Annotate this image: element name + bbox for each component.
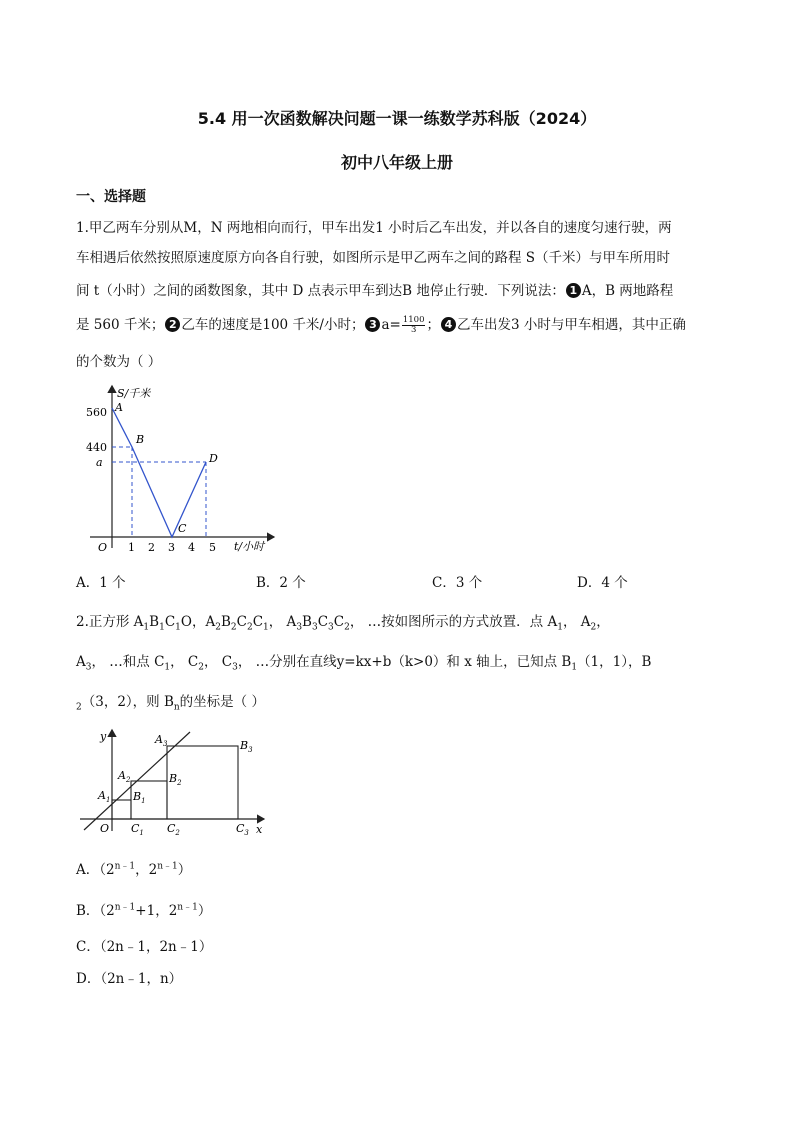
fraction-numerator: 1100 (402, 315, 425, 325)
q1-point-b: B (136, 433, 145, 446)
q2-squares-figure (76, 726, 276, 838)
circle-marker-4: 4 (441, 317, 456, 332)
circle-marker-2: 2 (165, 317, 180, 332)
q1-line-4-text: 是 560 千米； (76, 317, 165, 333)
q1-x-tick-2: 2 (148, 541, 155, 554)
doc-subtitle: 初中八年级上册 (340, 153, 453, 172)
q1-option-d[interactable]: D．4 个 (577, 575, 628, 591)
q1-y-axis-label: S/千米 (117, 387, 151, 400)
q2-line-3: $_2$（3，2），则 $B_n$的坐标是（ ） (76, 694, 265, 713)
q1-statement-3: a= (381, 317, 401, 333)
q1-x-tick-5: 5 (209, 541, 216, 554)
circle-marker-1: 1 (566, 283, 581, 298)
q1-distance-time-graph (82, 378, 282, 558)
fraction (402, 316, 426, 335)
q1-option-c[interactable]: C．3 个 (432, 575, 483, 591)
q1-x-tick-1: 1 (128, 541, 135, 554)
square-1 (112, 800, 131, 819)
q2-label-a2: $A_2$ (118, 769, 131, 784)
q1-statement-4: 乙车出发3 小时与甲车相遇，其中正确 (456, 317, 686, 333)
q2-label-c1: $C_1$ (131, 822, 144, 837)
q2-label-a1: $A_1$ (98, 789, 111, 804)
q1-statement-1: A，B 两地路程 (581, 283, 674, 299)
q1-graph-line (112, 408, 206, 537)
q1-point-d: D (209, 452, 218, 465)
q1-point-c: C (178, 522, 187, 535)
q1-x-axis-label: t/小时 (234, 540, 265, 553)
circle-marker-3: 3 (365, 317, 380, 332)
q2-origin: O (100, 822, 110, 835)
q2-y-label: y (100, 730, 107, 743)
q1-line-4 (76, 313, 686, 335)
q1-line-1: 1.甲乙两车分别从M，N 两地相向而行，甲车出发1 小时后乙车出发，并以各自的速度匀速行驶，两 (76, 220, 672, 236)
doc-title: 5.4 用一次函数解决问题一课一练数学苏科版（2024） (197, 109, 597, 128)
q1-x-tick-4: 4 (188, 541, 195, 554)
q1-y-tick-560: 560 (86, 406, 107, 419)
q1-origin-label: O (98, 541, 108, 554)
q2-option-b[interactable]: B．（$2^{n﹣1}+1$，$2^{n﹣1}$） (76, 902, 212, 919)
q2-option-d[interactable]: D．（2n﹣1，n） (76, 971, 183, 987)
fraction-denominator: 3 (410, 325, 417, 335)
q1-line-5: 的个数为（ ） (76, 354, 162, 370)
q2-label-b2: $B_2$ (169, 772, 182, 787)
q2-label-c3: $C_3$ (236, 822, 249, 837)
q2-label-b1: $B_1$ (133, 790, 146, 805)
q2-x-label: x (256, 823, 263, 836)
q1-y-tick-440: 440 (86, 441, 107, 454)
q1-x-tick-3: 3 (168, 541, 175, 554)
q2-line-1: 2.正方形 $A_1B_1C_1O$，$A_2B_2C_2C_1$， $A_3B_3C_3C_2$， …按如图所示的方式放置．点 $A_1$， $A_2$， (76, 614, 610, 633)
q1-option-a[interactable]: A．1 个 (76, 575, 126, 591)
q1-separator: ； (426, 317, 440, 333)
q2-option-c[interactable]: C．（2n﹣1，2n﹣1） (76, 939, 213, 955)
q1-statement-2: 乙车的速度是100 千米/小时； (181, 317, 365, 333)
q1-line-3 (76, 279, 673, 299)
q2-line-2: $A_3$， …和点 $C_1$， $C_2$， $C_3$， …分别在直线y=kx+b（k>0）和 x 轴上，已知点 $B_1(1$，1），B (76, 654, 652, 673)
q2-label-c2: $C_2$ (167, 822, 180, 837)
q1-y-tick-a: a (96, 456, 103, 469)
q1-point-a: A (115, 401, 123, 414)
q2-label-b3: $B_3$ (240, 739, 253, 754)
q1-option-b[interactable]: B．2 个 (256, 575, 306, 591)
q1-line-3-text: 间 t（小时）之间的函数图象，其中 D 点表示甲车到达B 地停止行驶．下列说法： (76, 283, 565, 299)
section-heading: 一、选择题 (76, 189, 146, 205)
q1-line-2: 车相遇后依然按照原速度原方向各自行驶，如图所示是甲乙两车之间的路程 S（千米）与甲车所用时 (76, 250, 671, 266)
q2-option-a[interactable]: A．（$2^{n﹣1}$，$2^{n﹣1}$） (76, 861, 192, 878)
q2-label-a3: $A_3$ (155, 733, 168, 748)
